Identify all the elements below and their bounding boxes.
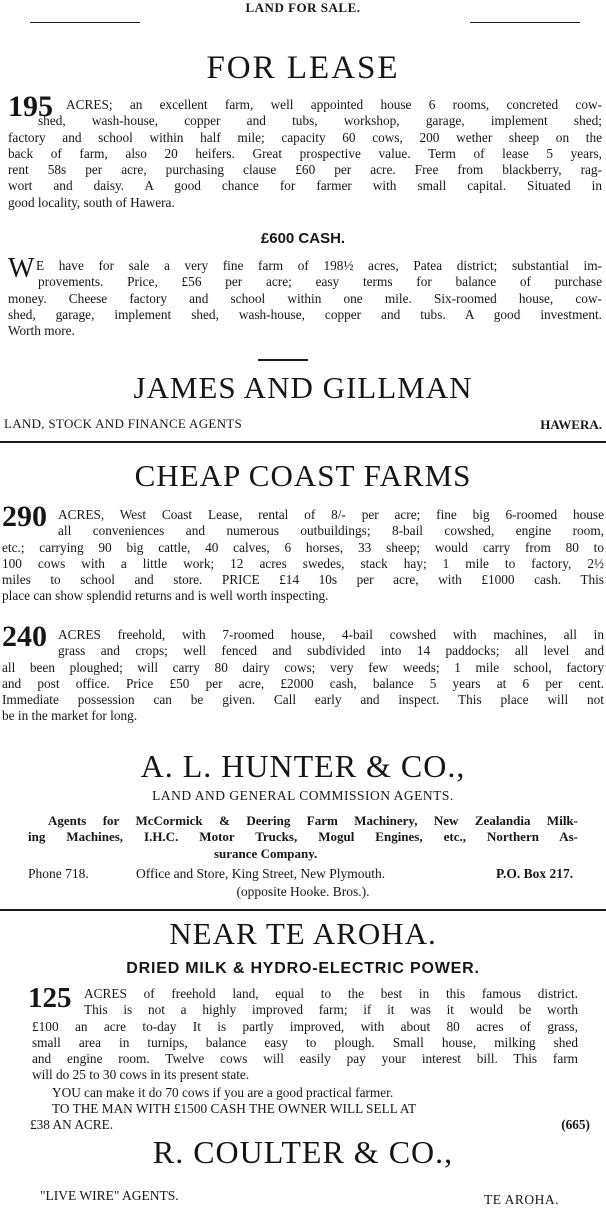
agent-tagline: LAND, STOCK AND FINANCE AGENTS	[4, 416, 243, 431]
agent-location: HAWERA.	[540, 417, 602, 432]
drop-cap: W	[8, 253, 35, 284]
listing-text	[2, 627, 604, 725]
listing-line: Immediate possession can be given. Call early and inspect. This place will not	[2, 692, 604, 708]
section-rule	[0, 909, 606, 911]
listing-line: be in the market for long.	[2, 708, 138, 724]
agent-name: R. COULTER & CO.,	[152, 1134, 454, 1170]
listing-line: all conveniences and numerous outbuildings; 8-bail cowshed, engine room,	[58, 523, 604, 539]
listing-line: miles to school and store. PRICE £14 10s per acre, with £1000 cash. This	[2, 572, 604, 588]
listing-text-2	[8, 258, 602, 339]
agent-name: A. L. HUNTER & CO.,	[140, 748, 466, 784]
listing-line: £100 an acre to-day It is partly improved, with about 80 acres of grass,	[32, 1018, 578, 1034]
acreage-number: 125	[28, 982, 72, 1014]
agent-tagline: LAND AND GENERAL COMMISSION AGENTS.	[152, 788, 454, 803]
agent-line: Agents for McCormick & Deering Farm Machinery, New Zealandia Milk-	[48, 813, 578, 828]
agent-line: ing Machines, I.H.C. Motor Trucks, Mogul Engines, etc., Northern As-	[28, 829, 578, 845]
listing-line: ACRES, West Coast Lease, rental of 8/- per acre; fine big 6-roomed house	[58, 507, 604, 522]
listing-line: E have for sale a very fine farm of 198½ acres, Patea district; substantial im-	[36, 258, 602, 273]
listing-line: ACRES of freehold land, equal to the best in this famous district.	[84, 986, 578, 1001]
agent-tagline: "LIVE WIRE" AGENTS.	[40, 1188, 179, 1203]
listing-line: This is not a highly improved farm; if it was it would be worth	[84, 1002, 578, 1018]
listing-line: TO THE MAN WITH £1500 CASH THE OWNER WILL SELL AT	[52, 1101, 417, 1116]
ad-heading: FOR LEASE	[206, 50, 400, 86]
listing-line: 100 cows with a little work; 12 acres swedes, stack hay; 1 mile to factory, 2½	[2, 555, 604, 571]
listing-line: etc.; carrying 90 big cattle, 40 calves, 6 horses, 33 sheep; would carry from 80 to	[2, 539, 604, 555]
ad-subheading: DRIED MILK & HYDRO-ELECTRIC POWER.	[126, 960, 480, 977]
acreage-number: 240	[2, 620, 47, 653]
acreage-number: 195	[8, 90, 53, 123]
header-rule-left	[30, 22, 140, 23]
listing-line: money. Cheese factory and school within one mile. Six-roomed house, cow-	[8, 290, 602, 306]
listing-line: grass and crops; well fenced and subdivided into 14 paddocks; all level and	[58, 643, 604, 659]
agent-phone: Phone 718.	[28, 866, 89, 881]
listing-line: all been ploughed; will carry 80 dairy cows; very few weeds; 1 mile school, factory	[2, 659, 604, 675]
ad-heading: CHEAP COAST FARMS	[134, 458, 472, 493]
listing-line: good locality, south of Hawera.	[8, 194, 175, 210]
listing-line: and engine room. Twelve cows will easily pay your interest bill. This farm	[32, 1051, 578, 1067]
ad-reference-number: (665)	[561, 1117, 590, 1132]
agent-location: TE AROHA.	[484, 1192, 559, 1207]
listing-text	[32, 986, 578, 1084]
listing-text	[2, 507, 604, 605]
listing-line: shed, garage, implement shed, wash-house, copper and tubs. A good investment.	[8, 306, 602, 322]
section-rule	[0, 441, 606, 443]
agent-po-box: P.O. Box 217.	[496, 866, 574, 881]
page-header: LAND FOR SALE.	[245, 0, 361, 15]
listing-line: rent 58s per acre, purchasing clause £60 per acre. Free from blackberry, rag-	[8, 162, 602, 178]
agent-office: Office and Store, King Street, New Plymouth.	[136, 866, 386, 881]
listing-line: back of farm, also 20 heifers. Great prospective value. Term of lease 5 years,	[8, 145, 602, 161]
agent-description	[28, 813, 578, 862]
listing-line: place can show splendid returns and is well worth inspecting.	[2, 588, 329, 604]
listing-line: shed, wash-house, copper and tubs, workshop, garage, implement shed;	[38, 113, 602, 129]
listing-line: factory and school within half mile; capacity 60 cows, 200 wether sheep on the	[8, 129, 602, 145]
agent-opposite: (opposite Hooke. Bros.).	[236, 884, 370, 899]
agent-line: surance Company.	[214, 845, 318, 861]
listing-line: wort and daisy. A good chance for farmer with small capital. Situated in	[8, 178, 602, 194]
listing-line: Worth more.	[8, 323, 75, 339]
acreage-number: 290	[2, 500, 47, 533]
header-rule-right	[470, 22, 580, 23]
listing-line: small area in turnips, balance easy to plough. Small house, milking shed	[32, 1034, 578, 1050]
listing-line: ACRES; an excellent farm, well appointed house 6 rooms, concreted cow-	[66, 97, 602, 112]
listing-text	[8, 97, 602, 211]
listing-line: and post office. Price £50 per acre, £2000 cash, balance 5 years at 6 per cent.	[2, 675, 604, 691]
listing-line: £38 AN ACRE.	[30, 1117, 114, 1132]
separator-rule	[258, 359, 308, 361]
price-subheading: £600 CASH.	[260, 230, 346, 247]
agent-name: JAMES AND GILLMAN	[133, 370, 473, 405]
listing-line: will do 25 to 30 cows in its present state.	[32, 1067, 250, 1083]
listing-line: provements. Price, £56 per acre; easy terms for balance of purchase	[38, 274, 602, 290]
listing-line: ACRES freehold, with 7-roomed house, 4-bail cowshed with machines, all in	[58, 627, 604, 642]
ad-heading: NEAR TE AROHA.	[169, 916, 437, 951]
listing-line: YOU can make it do 70 cows if you are a good practical farmer.	[52, 1085, 394, 1100]
